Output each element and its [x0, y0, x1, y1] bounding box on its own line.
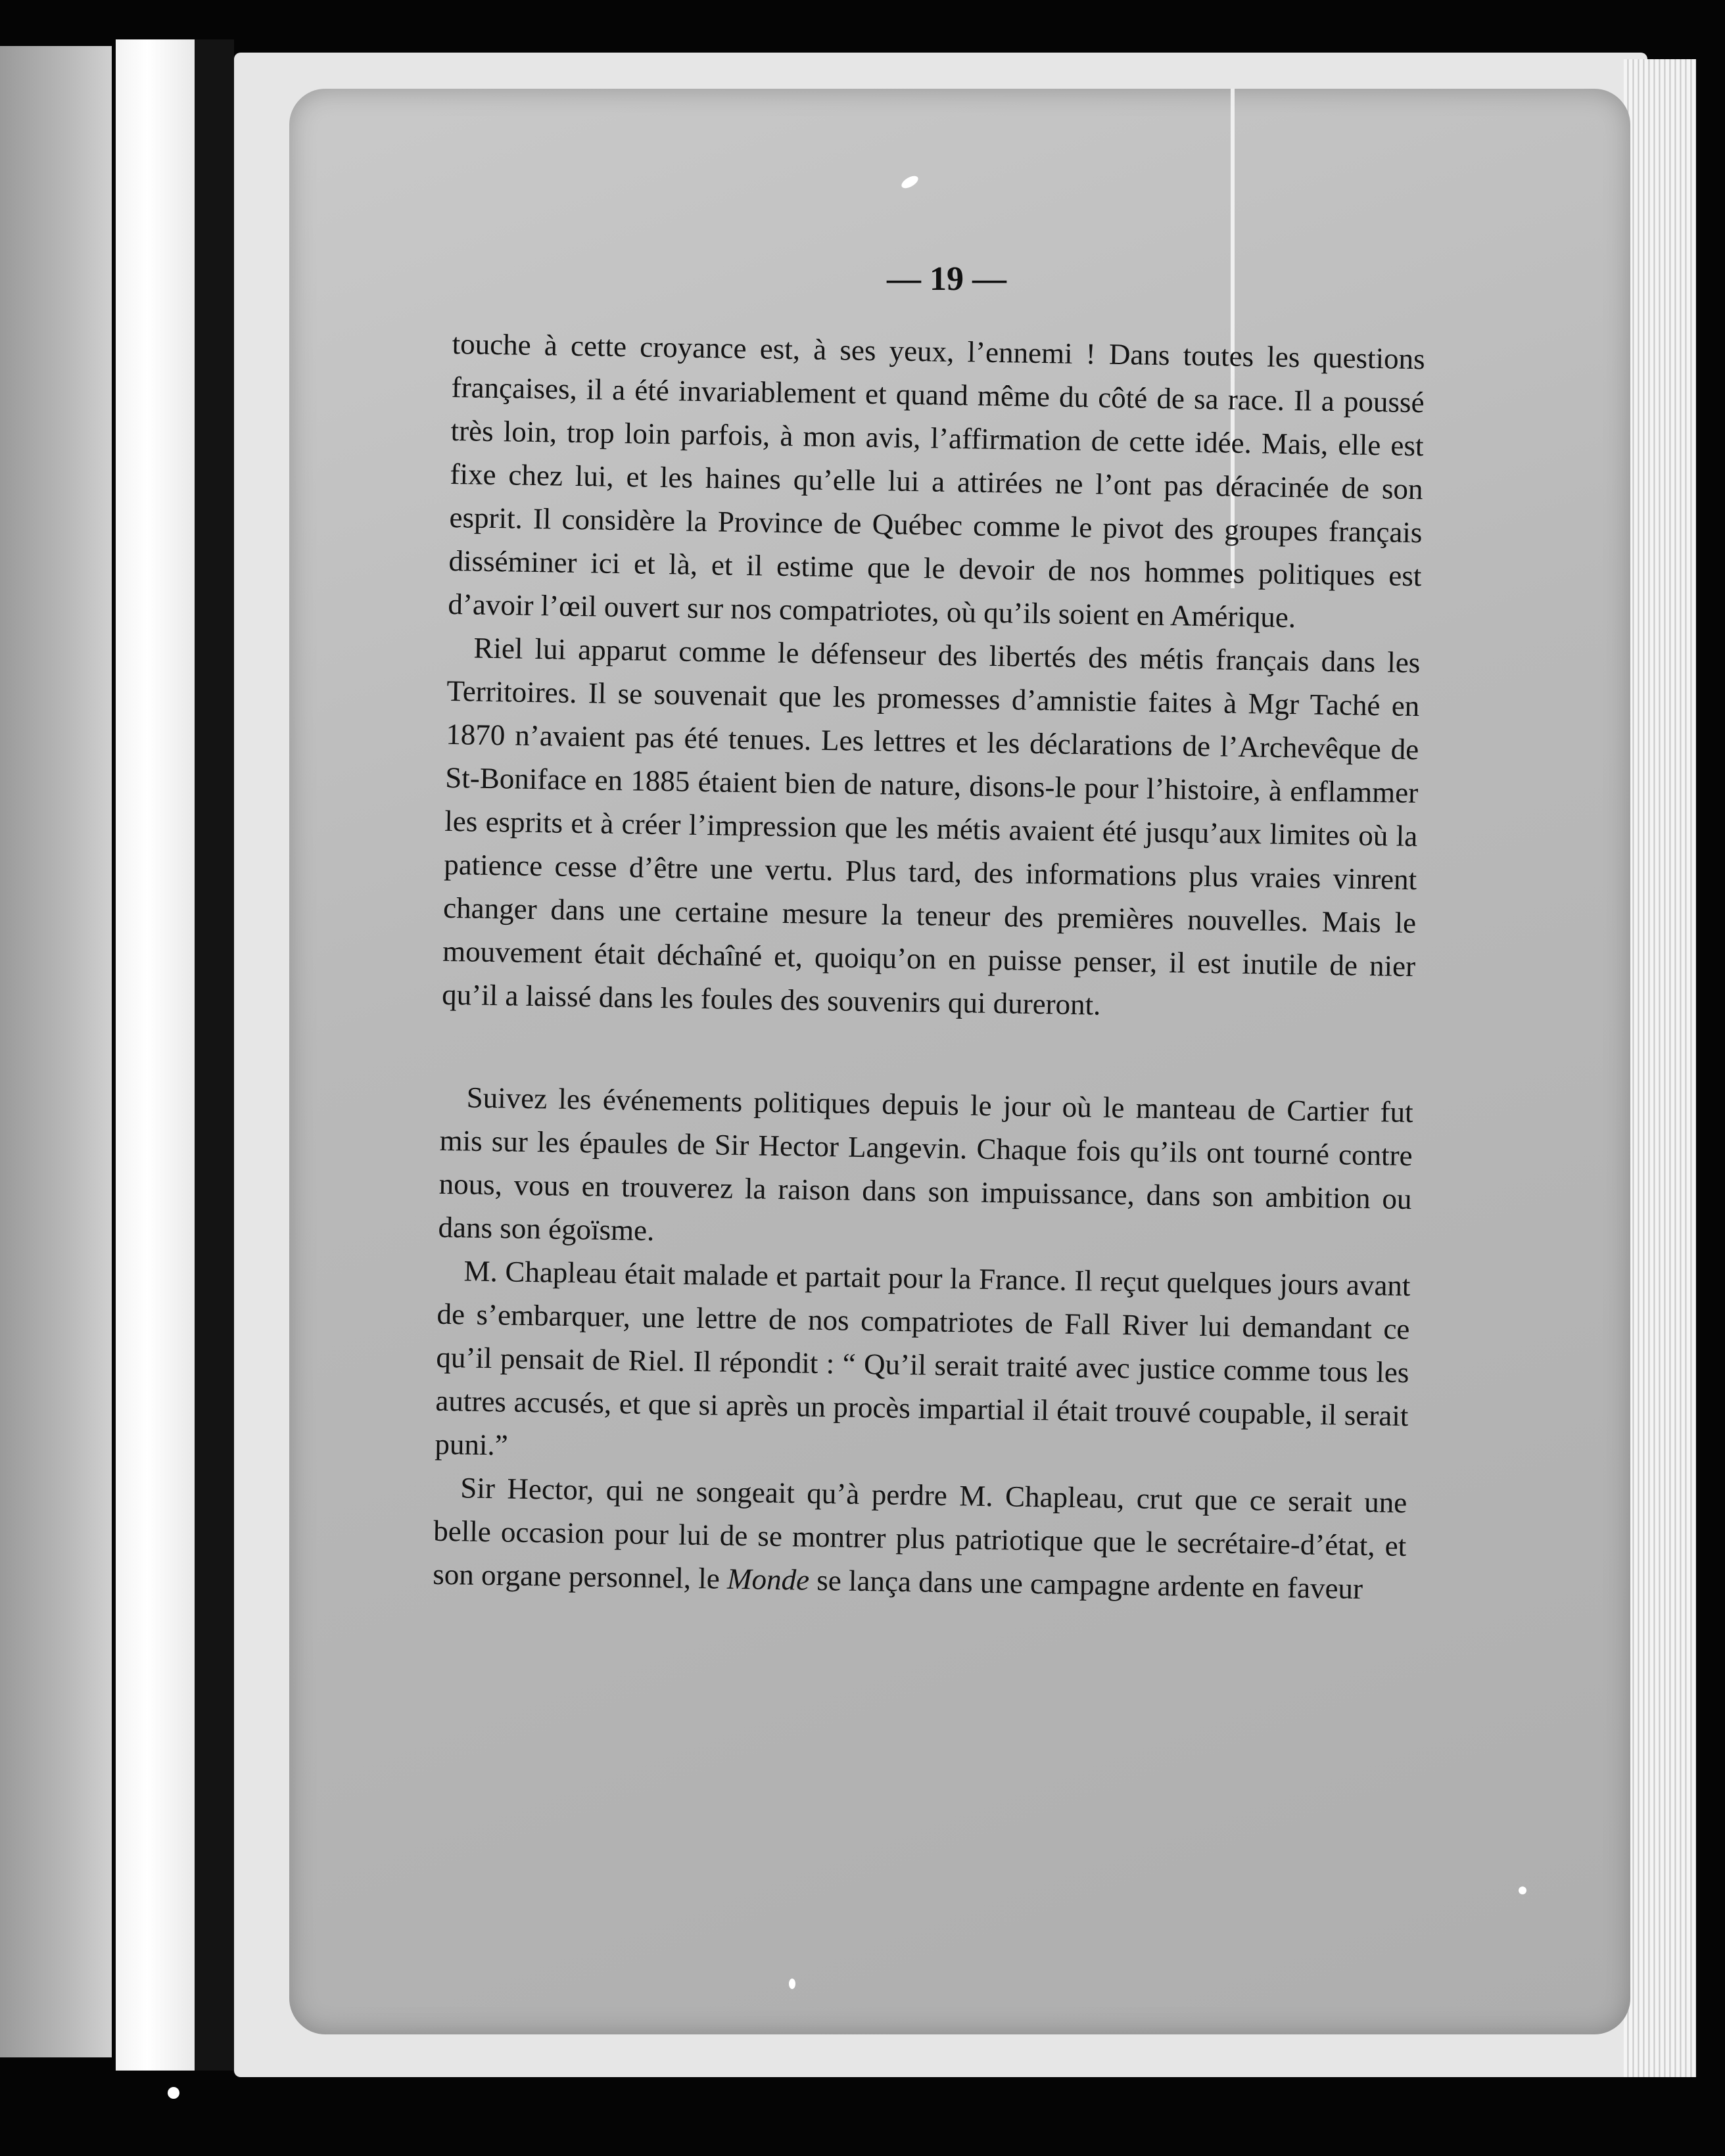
page-edges	[1624, 59, 1696, 2077]
left-facing-page	[0, 46, 112, 2057]
dust-speck	[168, 2087, 179, 2099]
body-text	[433, 250, 1427, 1611]
gutter-shadow	[195, 39, 234, 2071]
book-gutter	[116, 39, 195, 2071]
paragraph-3: Suivez les événements politiques depuis le jour où le manteau de Cartier fut mis sur les épaules de Sir Hector Langevin. Chaque fois qu’ils ont tourné contre nous, vous en trouverez la raison dans son impuissance, dans son ambition ou dans son égoïsme.	[438, 1081, 1413, 1247]
paragraph-5-start: Sir Hector, qui ne songeait qu’à perdre M. Chapleau, crut que ce serait une belle occasion pour lui de se montrer plus patriotique que le secrétaire-d’état, et son organe personnel, le	[432, 1471, 1407, 1595]
dust-speck	[789, 1979, 795, 1989]
paragraph-2: Riel lui apparut comme le défenseur des libertés des métis français dans les Territoires. Il se souvenait que les promesses d’amnistie faites à Mgr Taché en 1870 n’avaient pas été tenues. Les lettres et les déclarations de l’Archevêque de St-Boniface en 1885 étaient bien de nature, disons-le pour l’histoire, à enflammer les esprits et à créer l’impression que les métis avaient été jusqu’aux limites où la patience cesse d’être une vertu. Plus tard, des informations plus vraies vinrent changer dans une certaine mesure la teneur des premières nouvelles. Mais le mouvement était déchaîné et, quoiqu’on en puisse penser, il est inutile de nier qu’il a laissé dans les foules des souvenirs qui dureront.	[441, 631, 1421, 1021]
paragraph-5-end: se lança dans une campagne ardente en faveur	[809, 1563, 1363, 1605]
page-number: — 19 —	[887, 260, 1006, 298]
dust-speck	[1519, 1886, 1526, 1894]
newspaper-title: Monde	[726, 1562, 810, 1597]
paragraph-4: M. Chapleau était malade et partait pour la France. Il reçut quelques jours avant de s’embarquer, une lettre de nos compatriotes de Fall River lui demandant ce qu’il pensait de Riel. Il répondit : “ Qu’il serait traité avec justice comme tous les autres accusés, et que si après un procès impartial il était trouvé coupable, il serait puni.”	[435, 1254, 1411, 1462]
paragraph-5	[433, 1466, 1407, 1611]
paragraph-1: touche à cette croyance est, à ses yeux, l’ennemi ! Dans toutes les questions françaises, il a été invariablement et quand même du côté de sa race. Il a poussé très loin, trop loin parfois, à mon avis, l’affirmation de cette idée. Mais, elle est fixe chez lui, et les haines qu’elle lui a attirées ne l’ont pas déracinée de son esprit. Il considère la Province de Québec comme le pivot des groupes français disséminer ici et là, et il estime que le devoir de nos hommes politiques est d’avoir l’œil ouvert sur nos compatriotes, où qu’ils soient en Amérique.	[448, 327, 1425, 634]
